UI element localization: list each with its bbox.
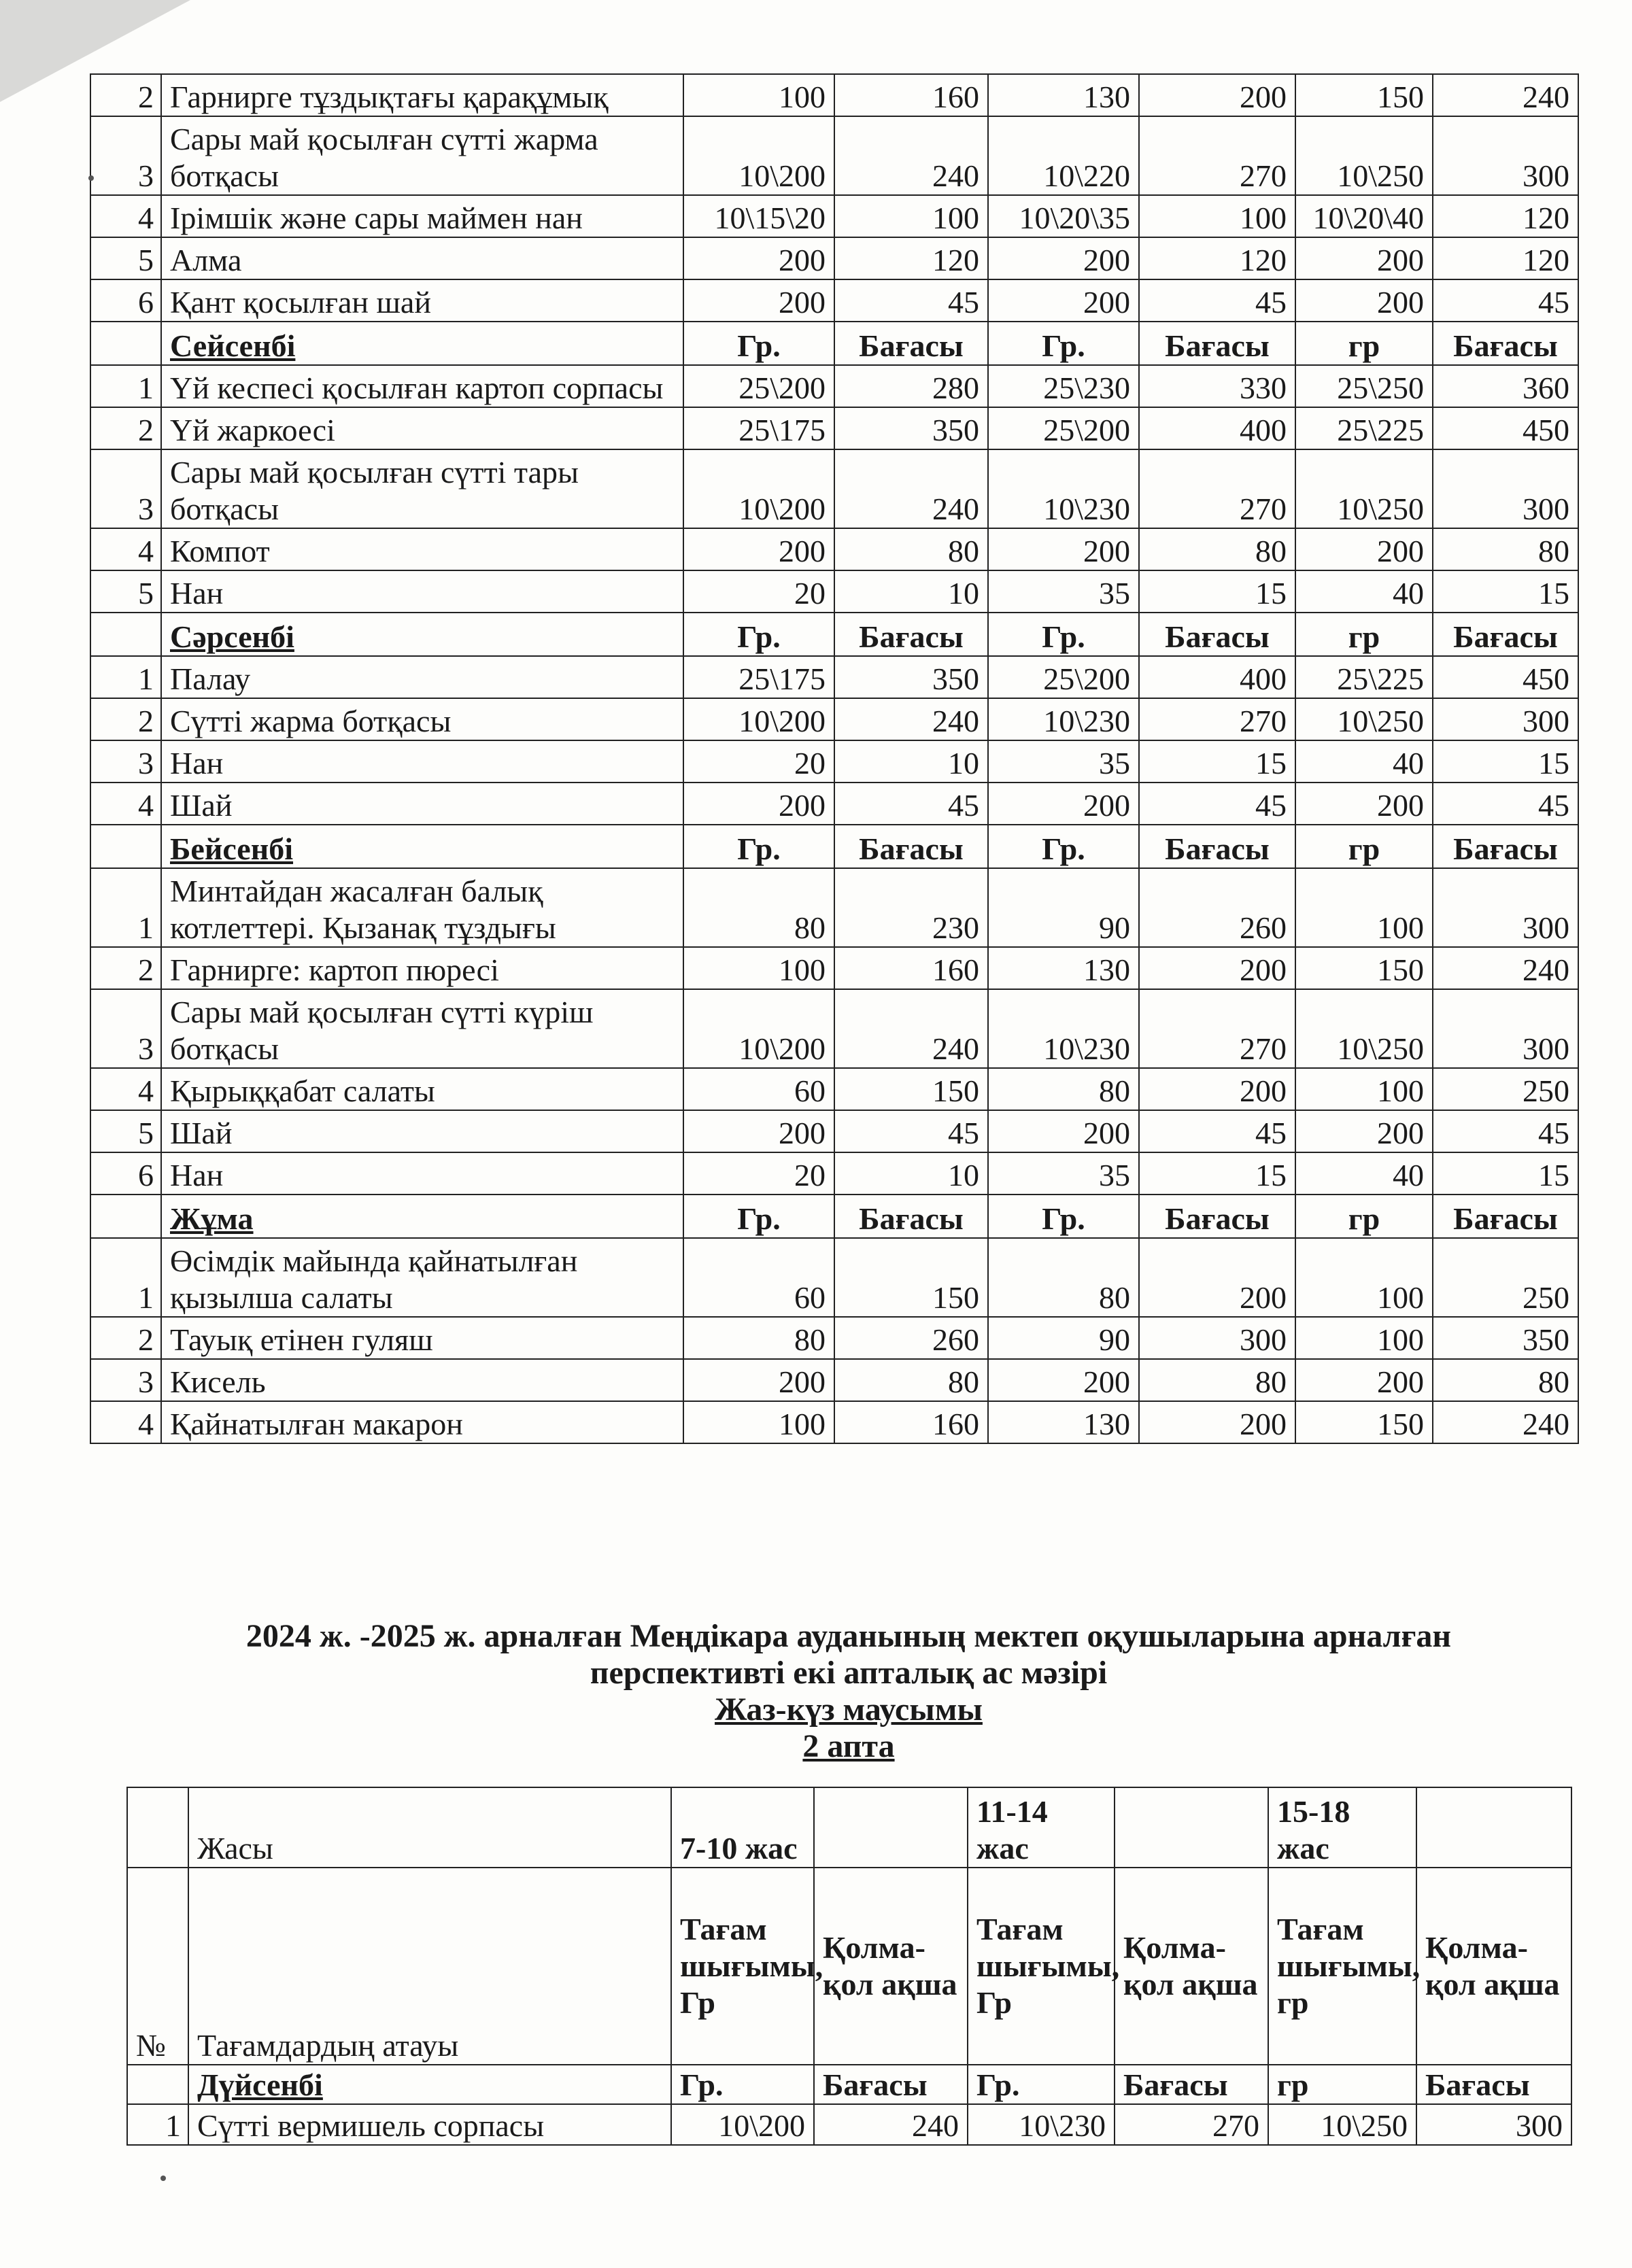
- value-cell: 80: [988, 1068, 1139, 1110]
- yield-header-2: Тағам шығымы, Гр: [968, 1868, 1115, 2065]
- col-label: Бағасы: [1115, 2065, 1268, 2104]
- value-cell: 35: [988, 1152, 1139, 1195]
- value-cell: 25\175: [683, 407, 834, 449]
- table-row: [90, 1152, 1578, 1195]
- dish-name: Гарнирге тұздықтағы қарақұмық: [161, 74, 683, 116]
- row-number: 2: [90, 698, 161, 740]
- value-cell: 260: [834, 1317, 988, 1359]
- row-number: 1: [90, 656, 161, 698]
- value-cell: 10\230: [988, 989, 1139, 1068]
- value-cell: 10\220: [988, 116, 1139, 195]
- dish-name: Минтайдан жасалған балық котлеттері. Қызанақ тұздығы: [161, 868, 683, 947]
- value-cell: 15: [1139, 570, 1295, 613]
- value-cell: 10\200: [671, 2104, 814, 2145]
- value-cell: 25\230: [988, 365, 1139, 407]
- value-cell: 90: [988, 1317, 1139, 1359]
- value-cell: 100: [1139, 195, 1295, 237]
- row-number: 3: [90, 1359, 161, 1401]
- table-row: [90, 1317, 1578, 1359]
- value-cell: 300: [1433, 868, 1578, 947]
- value-cell: 160: [834, 74, 988, 116]
- value-cell: 150: [1295, 74, 1433, 116]
- value-cell: 90: [988, 868, 1139, 947]
- heading-season: Жаз-күз маусымы: [715, 1691, 983, 1728]
- age-header-row: [127, 1787, 1571, 1868]
- col-label: Бағасы: [1416, 2065, 1571, 2104]
- row-number: 1: [127, 2104, 188, 2145]
- row-number: 1: [90, 365, 161, 407]
- value-cell: 80: [834, 1359, 988, 1401]
- empty-cell: [127, 1787, 188, 1868]
- dish-name: Нан: [161, 740, 683, 783]
- day-title: Жұма: [161, 1195, 683, 1238]
- table-row: [90, 449, 1578, 528]
- value-cell: 10\20\40: [1295, 195, 1433, 237]
- menu-table-week2: [126, 1787, 1572, 2146]
- value-cell: 100: [1295, 1317, 1433, 1359]
- menu-heading: [126, 1618, 1571, 1765]
- scan-speck: [160, 2176, 166, 2181]
- row-number: 4: [90, 195, 161, 237]
- table-row: [90, 279, 1578, 322]
- table-row: [127, 2104, 1571, 2145]
- value-cell: 15: [1433, 570, 1578, 613]
- age-group-1: 7-10 жас: [671, 1787, 814, 1868]
- row-number: 3: [90, 116, 161, 195]
- value-cell: 130: [988, 1401, 1139, 1443]
- value-cell: 300: [1139, 1317, 1295, 1359]
- value-cell: 240: [834, 989, 988, 1068]
- value-cell: 10\20\35: [988, 195, 1139, 237]
- empty-cell: [90, 825, 161, 868]
- day-title: Бейсенбі: [161, 825, 683, 868]
- value-cell: 80: [1433, 528, 1578, 570]
- value-cell: 360: [1433, 365, 1578, 407]
- dish-name: Палау: [161, 656, 683, 698]
- row-number: 4: [90, 1401, 161, 1443]
- value-cell: 15: [1433, 740, 1578, 783]
- dish-name: Нан: [161, 1152, 683, 1195]
- value-cell: 100: [683, 74, 834, 116]
- dish-name: Сары май қосылған сүтті күріш ботқасы: [161, 989, 683, 1068]
- dish-name: Қант қосылған шай: [161, 279, 683, 322]
- dish-name: Сүтті жарма ботқасы: [161, 698, 683, 740]
- money-header-1: Қолма-қол ақша: [814, 1868, 968, 2065]
- table-row: [90, 195, 1578, 237]
- value-cell: 25\225: [1295, 407, 1433, 449]
- table-row: [90, 528, 1578, 570]
- table-row: [90, 989, 1578, 1068]
- value-cell: 45: [1139, 279, 1295, 322]
- day-header-row: [90, 613, 1578, 656]
- dish-name: Гарнирге: картоп пюресі: [161, 947, 683, 989]
- value-cell: 150: [834, 1238, 988, 1317]
- col-label: гр: [1295, 613, 1433, 656]
- value-cell: 200: [683, 1110, 834, 1152]
- value-cell: 25\200: [988, 656, 1139, 698]
- value-cell: 130: [988, 74, 1139, 116]
- value-cell: 100: [834, 195, 988, 237]
- value-cell: 150: [1295, 947, 1433, 989]
- value-cell: 10\200: [683, 989, 834, 1068]
- table-row: [90, 783, 1578, 825]
- value-cell: 200: [988, 237, 1139, 279]
- value-cell: 15: [1139, 1152, 1295, 1195]
- value-cell: 100: [1295, 1238, 1433, 1317]
- col-label: Бағасы: [1139, 613, 1295, 656]
- dish-name: Үй кеспесі қосылған картоп сорпасы: [161, 365, 683, 407]
- value-cell: 400: [1139, 407, 1295, 449]
- value-cell: 100: [1295, 1068, 1433, 1110]
- value-cell: 250: [1433, 1238, 1578, 1317]
- col-label: гр: [1295, 1195, 1433, 1238]
- value-cell: 25\175: [683, 656, 834, 698]
- empty-cell: [90, 1195, 161, 1238]
- row-number: 4: [90, 528, 161, 570]
- row-number: 3: [90, 740, 161, 783]
- table-row: [90, 698, 1578, 740]
- value-cell: 15: [1433, 1152, 1578, 1195]
- col-label: Бағасы: [1433, 825, 1578, 868]
- value-cell: 45: [834, 1110, 988, 1152]
- col-label: Бағасы: [1433, 1195, 1578, 1238]
- age-group-2: 11-14 жас: [968, 1787, 1115, 1868]
- dish-name: Шай: [161, 1110, 683, 1152]
- value-cell: 20: [683, 1152, 834, 1195]
- value-cell: 45: [1139, 1110, 1295, 1152]
- value-cell: 300: [1433, 449, 1578, 528]
- value-cell: 300: [1433, 989, 1578, 1068]
- value-cell: 10\200: [683, 116, 834, 195]
- value-cell: 450: [1433, 656, 1578, 698]
- value-cell: 300: [1416, 2104, 1571, 2145]
- dish-name: Үй жаркоесі: [161, 407, 683, 449]
- value-cell: 10: [834, 740, 988, 783]
- value-cell: 200: [988, 528, 1139, 570]
- dish-name: Өсімдік майында қайнатылған қызылша салаты: [161, 1238, 683, 1317]
- table-row: [90, 740, 1578, 783]
- value-cell: 160: [834, 1401, 988, 1443]
- heading-line1: 2024 ж. -2025 ж. арналған Меңдікара ауданының мектеп оқушыларына арналған: [245, 1618, 1452, 1654]
- col-label: Бағасы: [834, 1195, 988, 1238]
- value-cell: 45: [1139, 783, 1295, 825]
- value-cell: 80: [1433, 1359, 1578, 1401]
- col-label: Гр.: [683, 322, 834, 365]
- col-label: Гр.: [988, 322, 1139, 365]
- dish-name-header: Тағамдардың атауы: [188, 1868, 671, 2065]
- empty-cell: [1115, 1787, 1268, 1868]
- value-cell: 260: [1139, 868, 1295, 947]
- value-cell: 35: [988, 740, 1139, 783]
- value-cell: 60: [683, 1238, 834, 1317]
- dish-name: Ірімшік және сары маймен нан: [161, 195, 683, 237]
- value-cell: 80: [1139, 1359, 1295, 1401]
- row-number: 3: [90, 989, 161, 1068]
- table-row: [90, 1068, 1578, 1110]
- value-cell: 80: [988, 1238, 1139, 1317]
- money-header-3: Қолма-қол ақша: [1416, 1868, 1571, 2065]
- value-cell: 200: [1139, 1401, 1295, 1443]
- value-cell: 80: [834, 528, 988, 570]
- day-header-row: [90, 1195, 1578, 1238]
- value-cell: 10\200: [683, 449, 834, 528]
- value-cell: 240: [834, 698, 988, 740]
- col-label: Бағасы: [834, 322, 988, 365]
- day-title: Дүйсенбі: [188, 2065, 671, 2104]
- value-cell: 40: [1295, 1152, 1433, 1195]
- age-group-3: 15-18 жас: [1268, 1787, 1416, 1868]
- scan-speck: [88, 175, 94, 181]
- col-label: Гр.: [683, 613, 834, 656]
- value-cell: 270: [1139, 698, 1295, 740]
- value-cell: 20: [683, 740, 834, 783]
- value-cell: 240: [834, 116, 988, 195]
- row-number: 2: [90, 74, 161, 116]
- value-cell: 10\250: [1295, 116, 1433, 195]
- value-cell: 200: [1295, 528, 1433, 570]
- day-title: Сәрсенбі: [161, 613, 683, 656]
- value-cell: 25\200: [683, 365, 834, 407]
- value-cell: 45: [834, 279, 988, 322]
- value-cell: 10\250: [1268, 2104, 1416, 2145]
- dish-name: Сары май қосылған сүтті тары ботқасы: [161, 449, 683, 528]
- value-cell: 240: [1433, 74, 1578, 116]
- value-cell: 10\200: [683, 698, 834, 740]
- value-cell: 200: [988, 783, 1139, 825]
- value-cell: 270: [1139, 449, 1295, 528]
- day-header-row: [90, 825, 1578, 868]
- value-cell: 35: [988, 570, 1139, 613]
- value-cell: 300: [1433, 698, 1578, 740]
- dish-name: Шай: [161, 783, 683, 825]
- value-cell: 10: [834, 1152, 988, 1195]
- dish-name: Сары май қосылған сүтті жарма ботқасы: [161, 116, 683, 195]
- value-cell: 200: [683, 279, 834, 322]
- day-header-row: [127, 2065, 1571, 2104]
- empty-cell: [90, 322, 161, 365]
- empty-cell: [814, 1787, 968, 1868]
- value-cell: 25\200: [988, 407, 1139, 449]
- col-label: Бағасы: [1139, 825, 1295, 868]
- value-cell: 15: [1139, 740, 1295, 783]
- value-cell: 250: [1433, 1068, 1578, 1110]
- col-label: Бағасы: [1139, 322, 1295, 365]
- value-cell: 130: [988, 947, 1139, 989]
- col-label: Бағасы: [834, 825, 988, 868]
- col-label: Бағасы: [1433, 613, 1578, 656]
- table-row: [90, 656, 1578, 698]
- table-row: [90, 1359, 1578, 1401]
- value-cell: 330: [1139, 365, 1295, 407]
- yield-header-1: Тағам шығымы, Гр: [671, 1868, 814, 2065]
- table-row: [90, 1401, 1578, 1443]
- value-cell: 120: [1433, 237, 1578, 279]
- table-row: [90, 116, 1578, 195]
- dish-name: Қырыққабат салаты: [161, 1068, 683, 1110]
- column-header-row: [127, 1868, 1571, 2065]
- row-number: 4: [90, 783, 161, 825]
- row-number: 6: [90, 279, 161, 322]
- value-cell: 350: [834, 656, 988, 698]
- value-cell: 200: [1295, 1359, 1433, 1401]
- value-cell: 10\250: [1295, 698, 1433, 740]
- value-cell: 25\250: [1295, 365, 1433, 407]
- value-cell: 200: [1139, 74, 1295, 116]
- value-cell: 200: [1139, 1068, 1295, 1110]
- value-cell: 400: [1139, 656, 1295, 698]
- table-row: [90, 947, 1578, 989]
- col-label: Бағасы: [1433, 322, 1578, 365]
- value-cell: 60: [683, 1068, 834, 1110]
- value-cell: 300: [1433, 116, 1578, 195]
- value-cell: 240: [1433, 947, 1578, 989]
- row-number: 5: [90, 570, 161, 613]
- row-number: 6: [90, 1152, 161, 1195]
- day-title: Сейсенбі: [161, 322, 683, 365]
- empty-cell: [90, 613, 161, 656]
- value-cell: 350: [834, 407, 988, 449]
- col-label: Гр.: [683, 1195, 834, 1238]
- value-cell: 10\230: [988, 449, 1139, 528]
- value-cell: 45: [1433, 1110, 1578, 1152]
- table-row: [90, 365, 1578, 407]
- value-cell: 10\230: [988, 698, 1139, 740]
- value-cell: 25\225: [1295, 656, 1433, 698]
- value-cell: 80: [683, 1317, 834, 1359]
- value-cell: 45: [1433, 279, 1578, 322]
- empty-cell: [1416, 1787, 1571, 1868]
- value-cell: 120: [1139, 237, 1295, 279]
- col-label: Гр.: [988, 1195, 1139, 1238]
- value-cell: 280: [834, 365, 988, 407]
- value-cell: 160: [834, 947, 988, 989]
- row-number: 2: [90, 407, 161, 449]
- table-row: [90, 237, 1578, 279]
- table-row: [90, 74, 1578, 116]
- value-cell: 10: [834, 570, 988, 613]
- dish-name: Қайнатылған макарон: [161, 1401, 683, 1443]
- value-cell: 240: [1433, 1401, 1578, 1443]
- value-cell: 80: [1139, 528, 1295, 570]
- row-number: 5: [90, 237, 161, 279]
- age-label: Жасы: [188, 1787, 671, 1868]
- dish-name: Нан: [161, 570, 683, 613]
- value-cell: 200: [1295, 1110, 1433, 1152]
- row-number: 1: [90, 868, 161, 947]
- value-cell: 230: [834, 868, 988, 947]
- value-cell: 200: [1295, 237, 1433, 279]
- value-cell: 200: [683, 237, 834, 279]
- number-header: №: [127, 1868, 188, 2065]
- money-header-2: Қолма-қол ақша: [1115, 1868, 1268, 2065]
- value-cell: 200: [988, 1359, 1139, 1401]
- col-label: Гр.: [968, 2065, 1115, 2104]
- value-cell: 45: [834, 783, 988, 825]
- col-label: Бағасы: [834, 613, 988, 656]
- col-label: Гр.: [988, 825, 1139, 868]
- value-cell: 270: [1139, 116, 1295, 195]
- table-row: [90, 868, 1578, 947]
- col-label: гр: [1295, 825, 1433, 868]
- empty-cell: [127, 2065, 188, 2104]
- row-number: 2: [90, 1317, 161, 1359]
- col-label: Гр.: [988, 613, 1139, 656]
- dish-name: Компот: [161, 528, 683, 570]
- dish-name: Сүтті вермишель сорпасы: [188, 2104, 671, 2145]
- value-cell: 80: [683, 868, 834, 947]
- yield-header-3: Тағам шығымы, гр: [1268, 1868, 1416, 2065]
- col-label: Гр.: [671, 2065, 814, 2104]
- value-cell: 10\250: [1295, 449, 1433, 528]
- value-cell: 200: [683, 783, 834, 825]
- col-label: Бағасы: [1139, 1195, 1295, 1238]
- value-cell: 200: [1295, 783, 1433, 825]
- value-cell: 100: [1295, 868, 1433, 947]
- value-cell: 20: [683, 570, 834, 613]
- table-row: [90, 570, 1578, 613]
- value-cell: 200: [988, 279, 1139, 322]
- col-label: гр: [1295, 322, 1433, 365]
- day-header-row: [90, 322, 1578, 365]
- value-cell: 150: [834, 1068, 988, 1110]
- value-cell: 240: [834, 449, 988, 528]
- value-cell: 10\230: [968, 2104, 1115, 2145]
- dish-name: Тауық етінен гуляш: [161, 1317, 683, 1359]
- value-cell: 270: [1115, 2104, 1268, 2145]
- value-cell: 450: [1433, 407, 1578, 449]
- value-cell: 150: [1295, 1401, 1433, 1443]
- value-cell: 120: [834, 237, 988, 279]
- value-cell: 200: [1295, 279, 1433, 322]
- row-number: 1: [90, 1238, 161, 1317]
- value-cell: 100: [683, 947, 834, 989]
- row-number: 4: [90, 1068, 161, 1110]
- value-cell: 240: [814, 2104, 968, 2145]
- value-cell: 270: [1139, 989, 1295, 1068]
- table-row: [90, 1110, 1578, 1152]
- dish-name: Алма: [161, 237, 683, 279]
- table-row: [90, 407, 1578, 449]
- value-cell: 40: [1295, 740, 1433, 783]
- table-row: [90, 1238, 1578, 1317]
- value-cell: 40: [1295, 570, 1433, 613]
- menu-table-week1: [90, 73, 1579, 1444]
- value-cell: 200: [683, 1359, 834, 1401]
- value-cell: 45: [1433, 783, 1578, 825]
- value-cell: 200: [988, 1110, 1139, 1152]
- value-cell: 200: [683, 528, 834, 570]
- row-number: 5: [90, 1110, 161, 1152]
- col-label: Гр.: [683, 825, 834, 868]
- heading-week: 2 апта: [802, 1728, 895, 1764]
- heading-line2: перспективті екі апталық ас мәзірі: [590, 1655, 1108, 1691]
- value-cell: 10\250: [1295, 989, 1433, 1068]
- value-cell: 200: [1139, 947, 1295, 989]
- value-cell: 200: [1139, 1238, 1295, 1317]
- dish-name: Кисель: [161, 1359, 683, 1401]
- value-cell: 100: [683, 1401, 834, 1443]
- col-label: гр: [1268, 2065, 1416, 2104]
- col-label: Бағасы: [814, 2065, 968, 2104]
- row-number: 3: [90, 449, 161, 528]
- value-cell: 10\15\20: [683, 195, 834, 237]
- row-number: 2: [90, 947, 161, 989]
- value-cell: 350: [1433, 1317, 1578, 1359]
- value-cell: 120: [1433, 195, 1578, 237]
